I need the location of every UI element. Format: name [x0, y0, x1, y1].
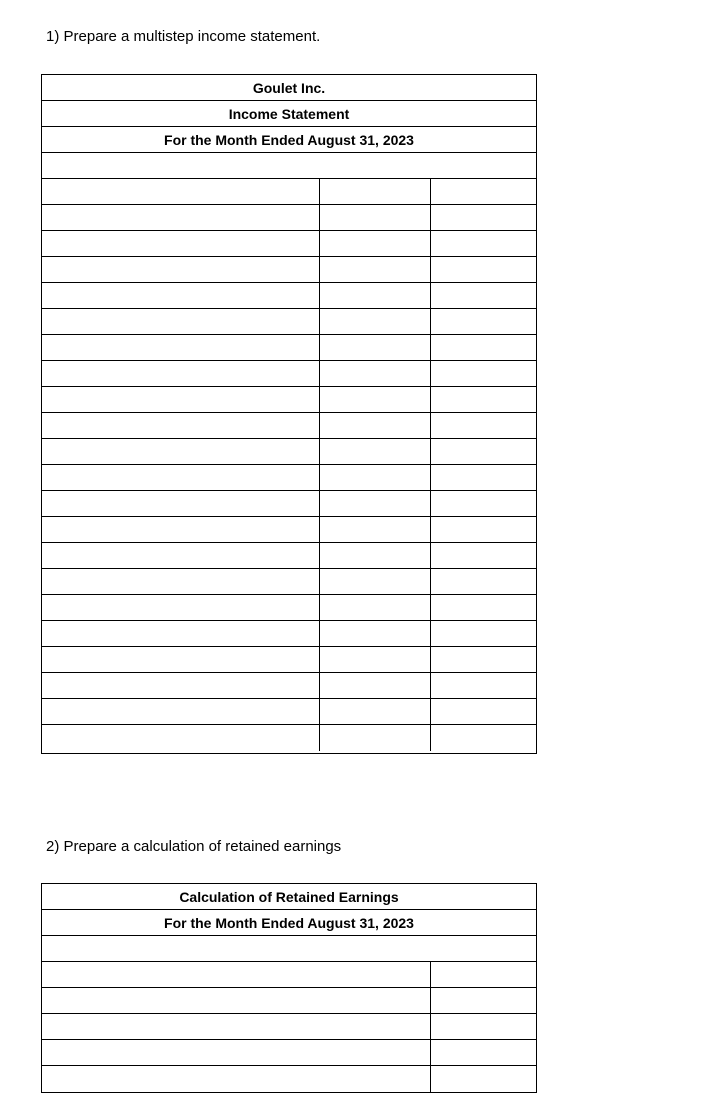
- income-statement-total-cell[interactable]: [430, 517, 536, 542]
- income-statement-row: [42, 335, 536, 361]
- income-statement-amount-cell[interactable]: [319, 699, 430, 724]
- retained-earnings-row: [42, 1014, 536, 1040]
- income-statement-total-cell[interactable]: [430, 205, 536, 230]
- income-statement-description-cell[interactable]: [42, 257, 319, 282]
- income-statement-row: [42, 439, 536, 465]
- retained-earnings-amount-cell[interactable]: [430, 1040, 536, 1065]
- retained-earnings-row: [42, 988, 536, 1014]
- retained-earnings-row: [42, 1066, 536, 1092]
- income-statement-total-cell[interactable]: [430, 647, 536, 672]
- retained-earnings-period: For the Month Ended August 31, 2023: [42, 910, 536, 936]
- income-statement-amount-cell[interactable]: [319, 335, 430, 360]
- income-statement-description-cell[interactable]: [42, 621, 319, 646]
- income-statement-amount-cell[interactable]: [319, 673, 430, 698]
- income-statement-amount-cell[interactable]: [319, 283, 430, 308]
- income-statement-description-cell[interactable]: [42, 387, 319, 412]
- income-statement-row: [42, 647, 536, 673]
- income-statement-row: [42, 205, 536, 231]
- income-statement-description-cell[interactable]: [42, 699, 319, 724]
- income-statement-amount-cell[interactable]: [319, 595, 430, 620]
- income-statement-description-cell[interactable]: [42, 309, 319, 334]
- income-statement-description-cell[interactable]: [42, 673, 319, 698]
- income-statement-row: [42, 387, 536, 413]
- income-statement-row: [42, 621, 536, 647]
- income-statement-amount-cell[interactable]: [319, 413, 430, 438]
- retained-earnings-title: Calculation of Retained Earnings: [42, 884, 536, 910]
- income-statement-total-cell[interactable]: [430, 491, 536, 516]
- income-statement-total-cell[interactable]: [430, 569, 536, 594]
- income-statement-row: [42, 673, 536, 699]
- income-statement-description-cell[interactable]: [42, 231, 319, 256]
- income-statement-cell[interactable]: [42, 153, 536, 178]
- income-statement-amount-cell[interactable]: [319, 491, 430, 516]
- income-statement-row: [42, 283, 536, 309]
- income-statement-description-cell[interactable]: [42, 205, 319, 230]
- income-statement-total-cell[interactable]: [430, 725, 536, 751]
- income-statement-amount-cell[interactable]: [319, 257, 430, 282]
- income-statement-company: Goulet Inc.: [42, 75, 536, 101]
- income-statement-row: [42, 465, 536, 491]
- income-statement-row: [42, 257, 536, 283]
- income-statement-description-cell[interactable]: [42, 179, 319, 204]
- retained-earnings-description-cell[interactable]: [42, 1066, 430, 1092]
- income-statement-description-cell[interactable]: [42, 517, 319, 542]
- income-statement-amount-cell[interactable]: [319, 569, 430, 594]
- income-statement-total-cell[interactable]: [430, 413, 536, 438]
- income-statement-total-cell[interactable]: [430, 361, 536, 386]
- income-statement-row: [42, 309, 536, 335]
- income-statement-total-cell[interactable]: [430, 439, 536, 464]
- retained-earnings-blank-row[interactable]: [42, 936, 536, 962]
- income-statement-amount-cell[interactable]: [319, 647, 430, 672]
- income-statement-total-cell[interactable]: [430, 309, 536, 334]
- income-statement-table: [41, 74, 537, 754]
- income-statement-description-cell[interactable]: [42, 335, 319, 360]
- income-statement-row: [42, 725, 536, 751]
- income-statement-row: [42, 517, 536, 543]
- income-statement-description-cell[interactable]: [42, 413, 319, 438]
- income-statement-row: [42, 699, 536, 725]
- income-statement-row: [42, 179, 536, 205]
- income-statement-description-cell[interactable]: [42, 465, 319, 490]
- income-statement-total-cell[interactable]: [430, 699, 536, 724]
- income-statement-amount-cell[interactable]: [319, 231, 430, 256]
- retained-earnings-cell[interactable]: [42, 936, 536, 961]
- income-statement-amount-cell[interactable]: [319, 517, 430, 542]
- income-statement-description-cell[interactable]: [42, 439, 319, 464]
- retained-earnings-description-cell[interactable]: [42, 1014, 430, 1039]
- income-statement-total-cell[interactable]: [430, 257, 536, 282]
- income-statement-amount-cell[interactable]: [319, 465, 430, 490]
- income-statement-description-cell[interactable]: [42, 725, 319, 751]
- income-statement-amount-cell[interactable]: [319, 621, 430, 646]
- income-statement-amount-cell[interactable]: [319, 725, 430, 751]
- retained-earnings-amount-cell[interactable]: [430, 1014, 536, 1039]
- income-statement-total-cell[interactable]: [430, 543, 536, 568]
- income-statement-total-cell[interactable]: [430, 179, 536, 204]
- retained-earnings-amount-cell[interactable]: [430, 962, 536, 987]
- retained-earnings-row: [42, 1040, 536, 1066]
- retained-earnings-description-cell[interactable]: [42, 1040, 430, 1065]
- question-2-instruction: 2) Prepare a calculation of retained earnings: [46, 838, 342, 855]
- retained-earnings-row: [42, 962, 536, 988]
- income-statement-description-cell[interactable]: [42, 361, 319, 386]
- income-statement-row: [42, 413, 536, 439]
- income-statement-amount-cell[interactable]: [319, 361, 430, 386]
- income-statement-total-cell[interactable]: [430, 283, 536, 308]
- retained-earnings-amount-cell[interactable]: [430, 988, 536, 1013]
- income-statement-amount-cell[interactable]: [319, 543, 430, 568]
- income-statement-blank-row[interactable]: [42, 153, 536, 179]
- income-statement-total-cell[interactable]: [430, 231, 536, 256]
- income-statement-row: [42, 491, 536, 517]
- income-statement-description-cell[interactable]: [42, 647, 319, 672]
- retained-earnings-amount-cell[interactable]: [430, 1066, 536, 1092]
- income-statement-title: Income Statement: [42, 101, 536, 127]
- income-statement-amount-cell[interactable]: [319, 309, 430, 334]
- question-1-instruction: 1) Prepare a multistep income statement.: [46, 28, 321, 45]
- income-statement-total-cell[interactable]: [430, 673, 536, 698]
- retained-earnings-description-cell[interactable]: [42, 988, 430, 1013]
- retained-earnings-table: [41, 883, 537, 1093]
- income-statement-total-cell[interactable]: [430, 595, 536, 620]
- income-statement-description-cell[interactable]: [42, 491, 319, 516]
- income-statement-amount-cell[interactable]: [319, 387, 430, 412]
- income-statement-period: For the Month Ended August 31, 2023: [42, 127, 536, 153]
- retained-earnings-description-cell[interactable]: [42, 962, 430, 987]
- income-statement-amount-cell[interactable]: [319, 179, 430, 204]
- income-statement-description-cell[interactable]: [42, 543, 319, 568]
- income-statement-total-cell[interactable]: [430, 335, 536, 360]
- income-statement-total-cell[interactable]: [430, 465, 536, 490]
- income-statement-description-cell[interactable]: [42, 595, 319, 620]
- income-statement-row: [42, 361, 536, 387]
- income-statement-row: [42, 569, 536, 595]
- income-statement-amount-cell[interactable]: [319, 205, 430, 230]
- income-statement-amount-cell[interactable]: [319, 439, 430, 464]
- income-statement-row: [42, 543, 536, 569]
- income-statement-row: [42, 595, 536, 621]
- income-statement-description-cell[interactable]: [42, 283, 319, 308]
- income-statement-total-cell[interactable]: [430, 621, 536, 646]
- income-statement-description-cell[interactable]: [42, 569, 319, 594]
- income-statement-row: [42, 231, 536, 257]
- income-statement-total-cell[interactable]: [430, 387, 536, 412]
